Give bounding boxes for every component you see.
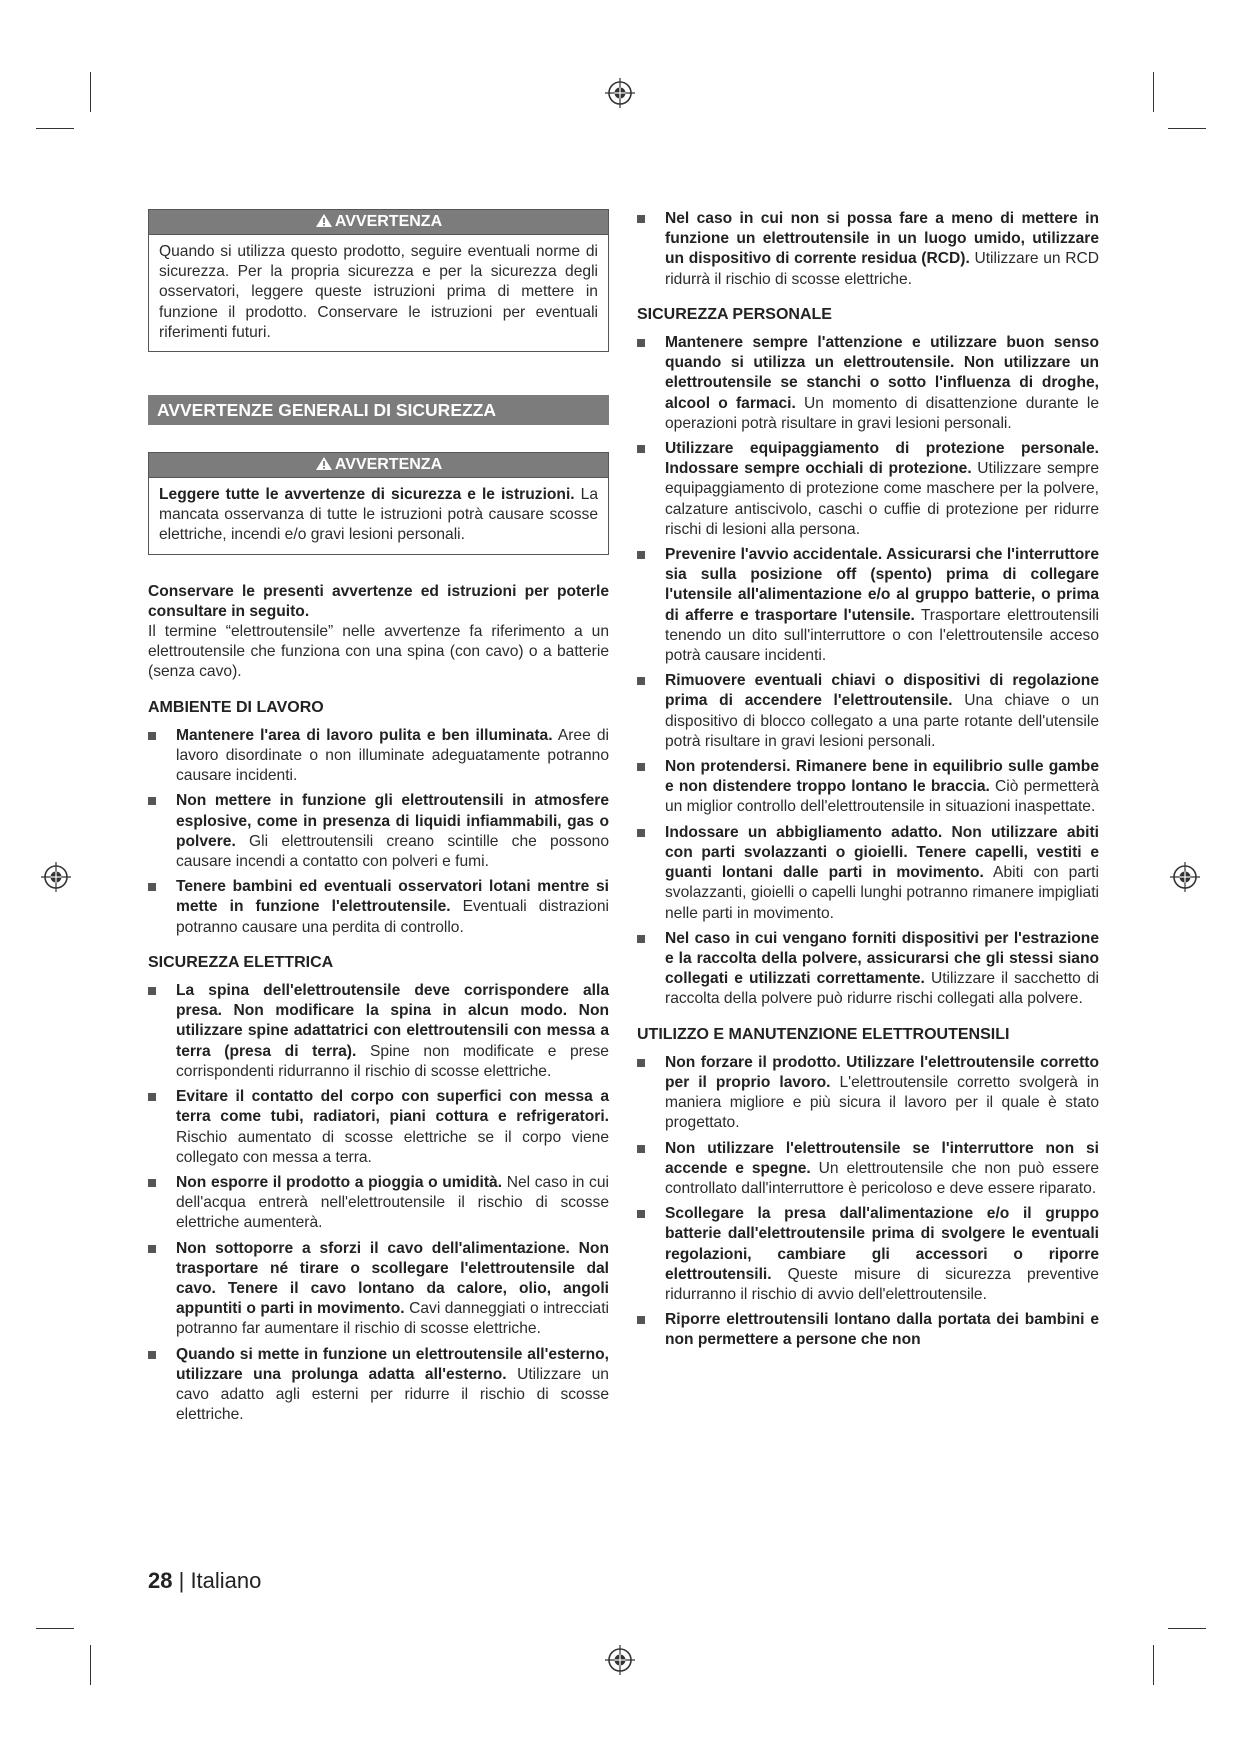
list-item: Non sottoporre a sforzi il cavo dell'alimentazione. Non trasportare né tirare o scollegare l'elettroutensile dal cavo. Tenere il cavo lontano da calore, olio, angoli appuntiti o parti in movimento. Cavi danneggiati o intrecciati potranno far aumentare il rischio di scosse elettriche. <box>148 1239 609 1340</box>
warning-box-text: Quando si utilizza questo prodotto, seguire eventuali norme di sicurezza. Per la propria sicurezza e per la sicurezza degli osservatori, leggere queste istruzioni prima di mettere in funzione il prodotto. Conservare le istruzioni per eventuali riferimenti futuri. <box>159 243 598 341</box>
bullet-icon <box>148 1093 156 1101</box>
left-sections <box>148 698 609 1426</box>
list-item: Riporre elettroutensili lontano dalla portata dei bambini e non permettere a persone che non <box>637 1310 1099 1350</box>
bullet-icon <box>637 1210 645 1218</box>
bullet-icon <box>148 797 156 805</box>
crop-mark <box>1153 72 1154 112</box>
bullet-icon <box>637 829 645 837</box>
registration-mark-icon <box>605 78 635 108</box>
bullet-icon <box>148 1245 156 1253</box>
list-item: Non esporre il prodotto a pioggia o umidità. Nel caso in cui dell'acqua entrerà nell'elettroutensile il rischio di scosse elettriche aumenterà. <box>148 1173 609 1234</box>
page-footer: 28 | Italiano <box>148 1568 262 1593</box>
right-column <box>637 209 1099 1356</box>
bullet-icon <box>637 339 645 347</box>
crop-mark <box>1153 1645 1154 1685</box>
list-item: Evitare il contatto del corpo con superfici con messa a terra come tubi, radiatori, piani cottura e refrigeratori. Rischio aumentato di scosse elettriche se il corpo viene collegato con messa a terra. <box>148 1087 609 1168</box>
warning-triangle-icon <box>315 213 333 228</box>
registration-mark-icon <box>1170 862 1200 892</box>
crop-mark <box>90 1645 91 1685</box>
list-item: Nel caso in cui non si possa fare a meno di mettere in funzione un elettroutensile in un luogo umido, utilizzare un dispositivo di corrente residua (RCD). Utilizzare un RCD ridurrà il rischio di scosse elettriche. <box>637 209 1099 290</box>
list-item: Rimuovere eventuali chiavi o dispositivi di regolazione prima di accendere l'elettroutensile. Una chiave o un dispositivo di blocco collegato a una parte rotante dell'utensile potrà risultare in gravi lesioni personali. <box>637 671 1099 752</box>
list-item: Non forzare il prodotto. Utilizzare l'elettroutensile corretto per il proprio lavoro. L'elettroutensile corretto svolgerà in maniera migliore e più sicura il lavoro per il quale è stato progettato. <box>637 1053 1099 1134</box>
list-item: Mantenere sempre l'attenzione e utilizzare buon senso quando si utilizza un elettroutensile. Non utilizzare un elettroutensile se stanchi o sotto l'influenza di droghe, alcool o farmaci. Un momento di disattenzione durante le operazioni potrà risultare in gravi lesioni personali. <box>637 333 1099 434</box>
warning-box <box>148 209 609 352</box>
subsection-heading: SICUREZZA ELETTRICA <box>148 953 334 971</box>
bullet-icon <box>637 935 645 943</box>
list-item: Indossare un abbigliamento adatto. Non utilizzare abiti con parti svolazzanti o gioielli. Tenere capelli, vestiti e guanti lontani dalle parti in movimento. Abiti con parti svolazzanti, gioielli o capelli lunghi potranno rimanere impigliati nelle parti in movimento. <box>637 823 1099 924</box>
item-list <box>148 726 609 938</box>
list-item: Tenere bambini ed eventuali osservatori lotani mentre si mette in funzione l'elettroutensile. Eventuali distrazioni potranno causare una perdita di controllo. <box>148 877 609 938</box>
warning-box-title: AVVERTENZA <box>149 453 608 478</box>
list-item: Quando si mette in funzione un elettroutensile all'esterno, utilizzare una prolunga adatta all'esterno. Utilizzare un cavo adatto agli esterni per ridurre il rischio di scosse elettriche. <box>148 1345 609 1426</box>
registration-mark-icon <box>41 862 71 892</box>
bullet-icon <box>148 1351 156 1359</box>
bullet-icon <box>637 677 645 685</box>
bullet-icon <box>637 1059 645 1067</box>
bullet-icon <box>637 763 645 771</box>
item-list <box>148 981 609 1425</box>
bullet-icon <box>637 445 645 453</box>
list-item: Scollegare la presa dall'alimentazione e/o il gruppo batterie dall'elettroutensile prima di svolgere le eventuali regolazioni, cambiare gli accessori o riporre elettroutensili. Queste misure di sicurezza preventive ridurranno il rischio di avvio dell'elettroutensile. <box>637 1204 1099 1305</box>
left-column <box>148 209 609 1430</box>
list-item: Non protendersi. Rimanere bene in equilibrio sulle gambe e non distendere troppo lontano le braccia. Ciò permetterà un miglior controllo dell'elettroutensile in situazioni inaspettate. <box>637 757 1099 818</box>
bullet-icon <box>637 551 645 559</box>
intro-paragraph: Conservare le presenti avvertenze ed istruzioni per poterle consultare in seguito. Il termine “elettroutensile” nelle avvertenze fa riferimento a un elettroutensile che funziona con una spina (con cavo) o a batterie (senza cavo). <box>148 582 609 681</box>
registration-mark-icon <box>605 1645 635 1675</box>
bullet-icon <box>637 1316 645 1324</box>
warning-box-text: Leggere tutte le avvertenze di sicurezza e le istruzioni. La mancata osservanza di tutte le istruzioni potrà causare scosse elettriche, incendi e/o gravi lesioni personali. <box>159 486 598 544</box>
crop-mark <box>36 128 74 129</box>
bullet-icon <box>148 883 156 891</box>
crop-mark <box>1168 128 1206 129</box>
item-list <box>637 209 1099 290</box>
crop-mark <box>1168 1628 1206 1629</box>
bullet-icon <box>148 1179 156 1187</box>
bullet-icon <box>148 732 156 740</box>
warning-triangle-icon <box>315 456 333 471</box>
list-item: La spina dell'elettroutensile deve corrispondere alla presa. Non modificare la spina in alcun modo. Non utilizzare spine adattatrici con elettroutensili con messa a terra (presa di terra). Spine non modificate e prese corrispondenti ridurranno il rischio di scosse elettriche. <box>148 981 609 1082</box>
bullet-icon <box>637 215 645 223</box>
bullet-icon <box>148 987 156 995</box>
subsection-heading: UTILIZZO E MANUTENZIONE ELETTROUTENSILI <box>637 1025 1010 1043</box>
list-item: Non utilizzare l'elettroutensile se l'interruttore non si accende e spegne. Un elettroutensile che non può essere controllato dall'interruttore è pericoloso e deve essere riparato. <box>637 1139 1099 1200</box>
list-item: Mantenere l'area di lavoro pulita e ben illuminata. Aree di lavoro disordinate o non illuminate adeguatamente potranno causare incidenti. <box>148 726 609 787</box>
list-item: Nel caso in cui vengano forniti dispositivi per l'estrazione e la raccolta della polvere, assicurarsi che gli stessi siano collegati e utilizzati correttamente. Utilizzare il sacchetto di raccolta della polvere può ridurre rischi collegati alla polvere. <box>637 929 1099 1010</box>
warning-box <box>148 452 609 555</box>
list-item: Utilizzare equipaggiamento di protezione personale. Indossare sempre occhiali di protezione. Utilizzare sempre equipaggiamento di protezione come maschere per la polvere, calzature antiscivolo, caschi o cuffie di protezione per ridurre rischi di lesioni alla persona. <box>637 439 1099 540</box>
right-sections <box>637 305 1099 1351</box>
item-list <box>637 1053 1099 1351</box>
item-list <box>637 333 1099 1010</box>
subsection-heading: AMBIENTE DI LAVORO <box>148 698 324 716</box>
bullet-icon <box>637 1145 645 1153</box>
list-item: Non mettere in funzione gli elettroutensili in atmosfere esplosive, come in presenza di liquidi infiammabili, gas o polvere. Gli elettroutensili creano scintille che possono causare incendi a contatto con polveri e fumi. <box>148 791 609 872</box>
section-title: AVVERTENZE GENERALI DI SICUREZZA <box>148 395 609 425</box>
crop-mark <box>90 72 91 112</box>
warning-box-title: AVVERTENZA <box>149 210 608 235</box>
crop-mark <box>36 1628 74 1629</box>
subsection-heading: SICUREZZA PERSONALE <box>637 305 832 323</box>
list-item: Prevenire l'avvio accidentale. Assicurarsi che l'interruttore sia sulla posizione off (spento) prima di collegare l'utensile all'alimentazione e/o al gruppo batterie, o prima di afferre e trasportare l'utensile. Trasportare elettroutensili tenendo un dito sull'interruttore o con l'elettroutensile acceso potrà causare incidenti. <box>637 545 1099 666</box>
